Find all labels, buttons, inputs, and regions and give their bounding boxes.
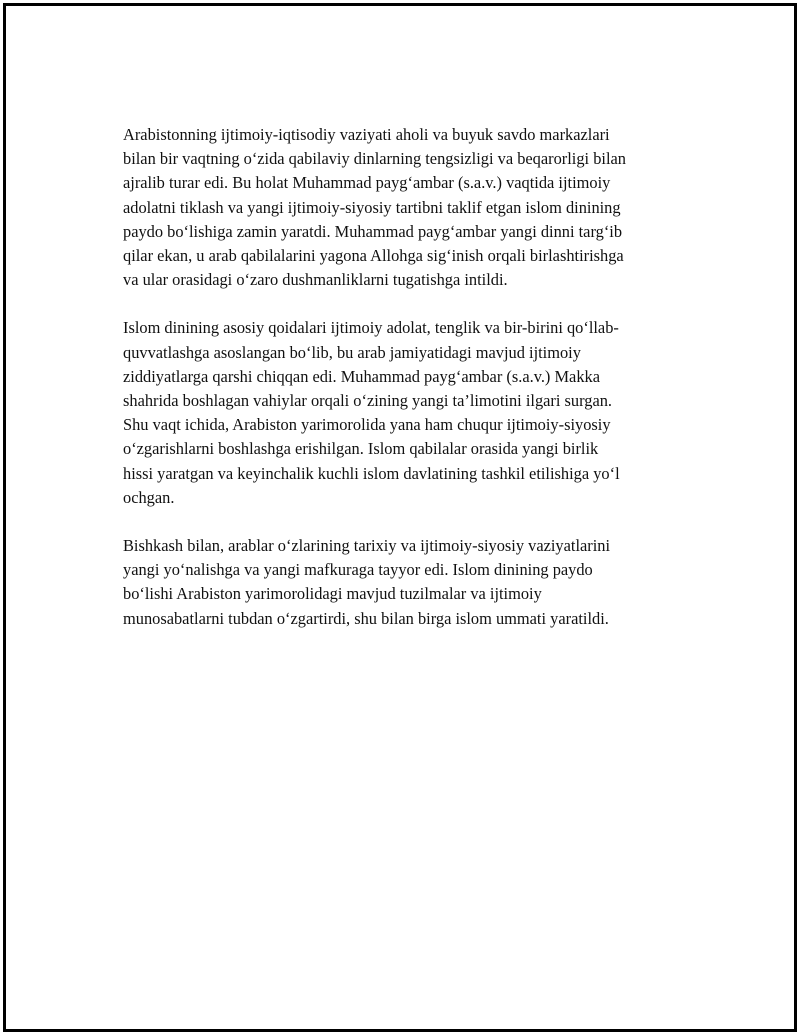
paragraph-1: Arabistonning ijtimoiy-iqtisodiy vaziyati aholi va buyuk savdo markazlari bilan bir vaqtning o‘zida qabilaviy dinlarning tengsizligi va beqarorligi bilan ajralib turar edi. Bu holat Muhammad payg‘ambar (s.a.v.) vaqtida ijtimoiy adolatni tiklash va yangi ijtimoiy-siyosiy tartibni taklif etgan islom dinining paydo bo‘lishiga zamin yaratdi. Muhammad payg‘ambar yangi dinni targ‘ib qilar ekan, u arab qabilalarini yagona Allohga sig‘inish orqali birlashtirishga va ular orasidagi o‘zaro dushmanliklarni tugatishga intildi. (123, 125, 626, 290)
page-frame (3, 3, 797, 1032)
paragraph-3: Bishkash bilan, arablar o‘zlarining tarixiy va ijtimoiy-siyosiy vaziyatlarini yangi yo‘nalishga va yangi mafkuraga tayyor edi. Islom dinining paydo bo‘lishi Arabiston yarimorolidagi mavjud tuzilmalar va ijtimoiy munosabatlarni tubdan o‘zgartirdi, shu bilan birga islom ummati yaratildi. (123, 536, 611, 628)
document-body (123, 123, 703, 655)
paragraph-2: Islom dinining asosiy qoidalari ijtimoiy adolat, tenglik va bir-birini qo‘llab- quvvatlashga asoslangan bo‘lib, bu arab jamiyatidagi mavjud ijtimoiy ziddiyatlarga qarshi chiqqan edi. Muhammad payg‘ambar (s.a.v.) Makka shahrida boshlagan vahiylar orqali o‘zining yangi ta’limotini ilgari surgan. Shu vaqt ichida, Arabiston yarimorolida yana ham chuqur ijtimoiy-siyosiy o‘zgarishlarni boshlashga erishilgan. Islom qabilalar orasida yangi birlik hissi yaratgan va keyinchalik kuchli islom davlatining tashkil etilishiga yo‘l ochgan. (123, 318, 620, 507)
